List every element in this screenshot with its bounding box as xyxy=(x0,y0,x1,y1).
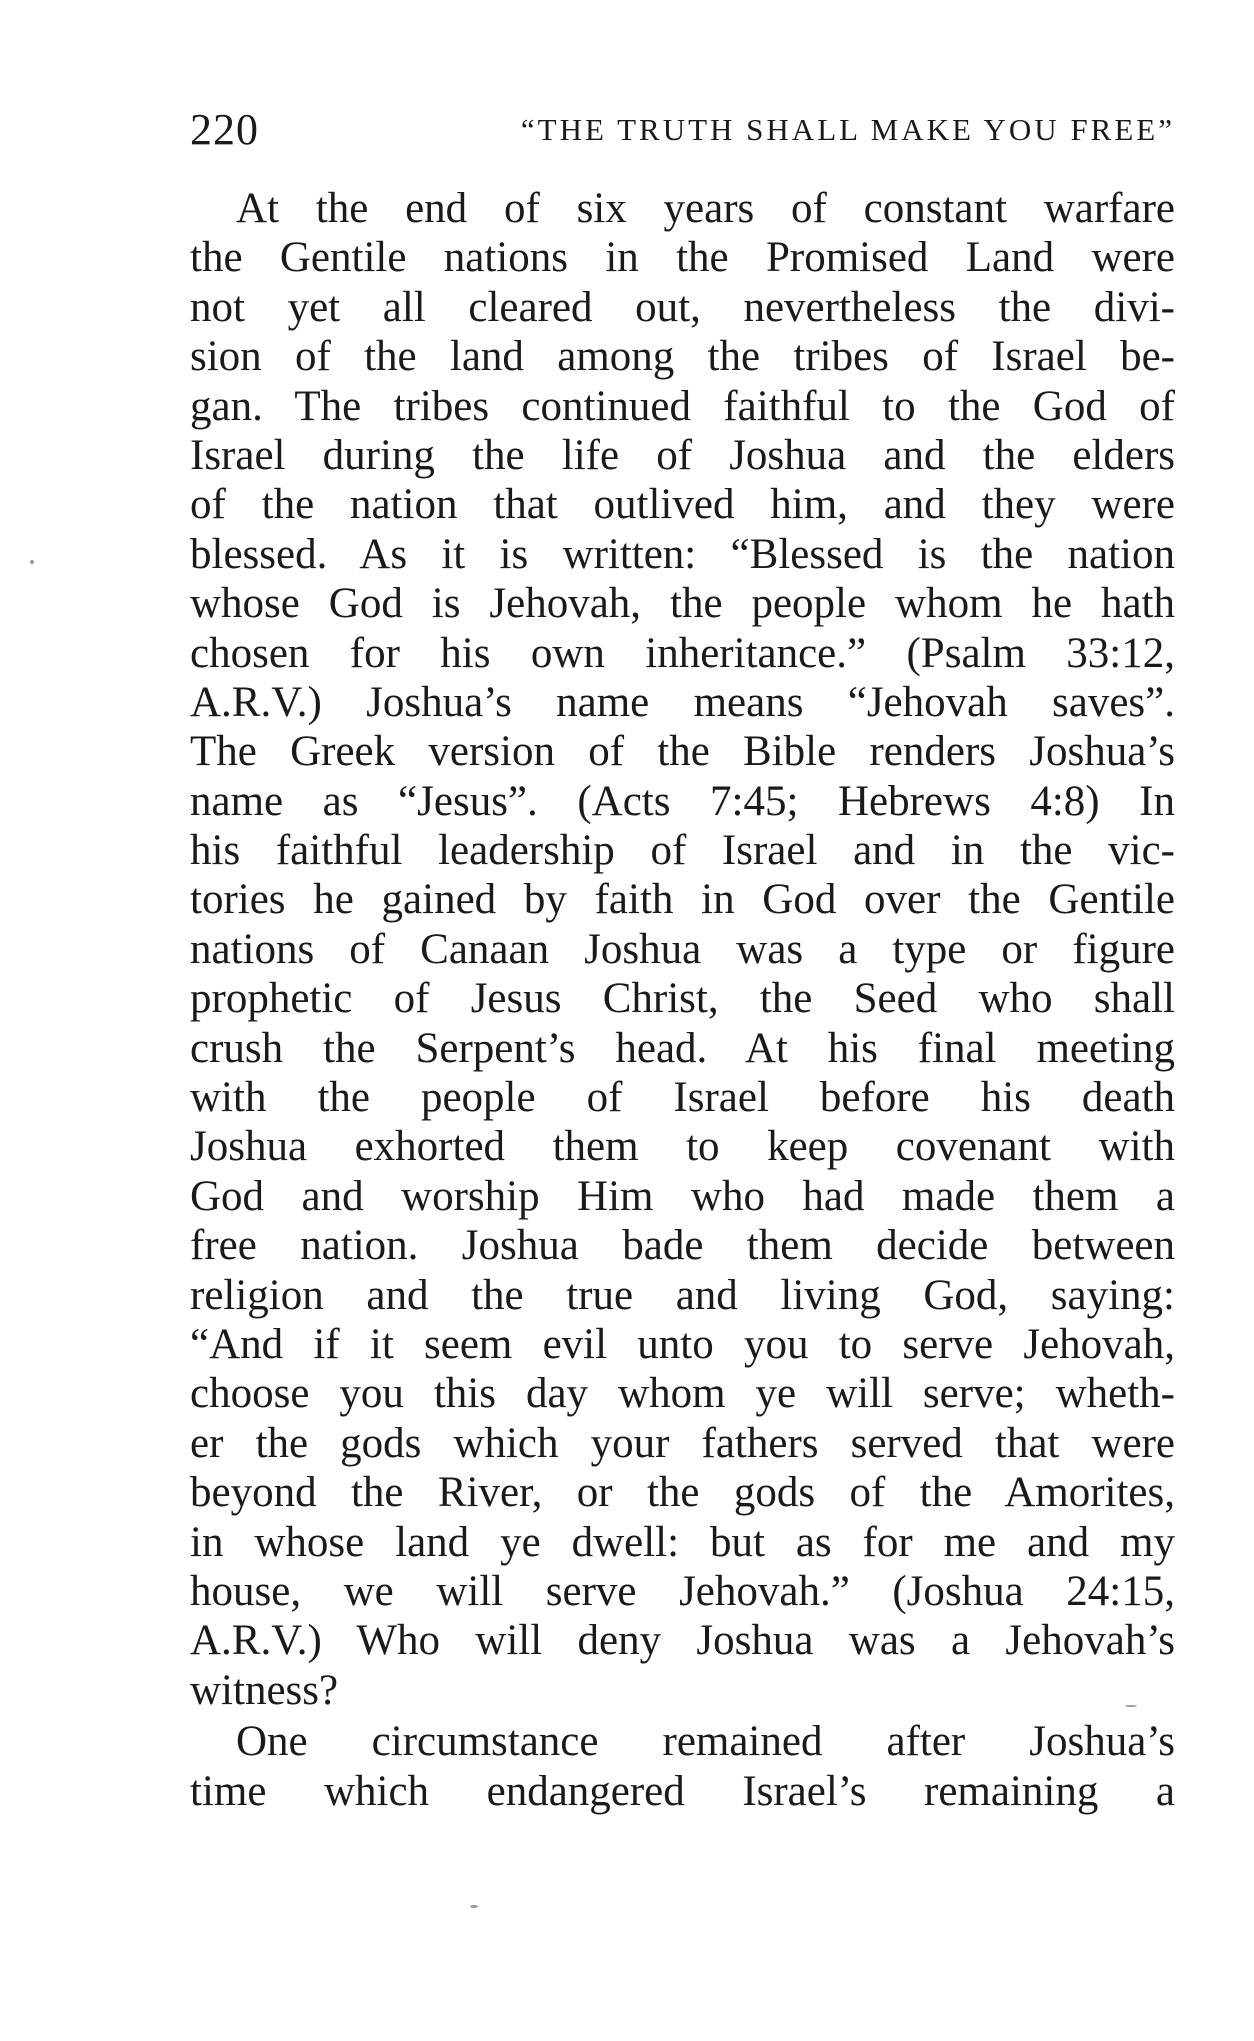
text-line: “And if it seem evil unto you to serve Jehovah, xyxy=(190,1320,1175,1368)
text-line: The Greek version of the Bible renders Joshua’s xyxy=(190,728,1175,776)
scan-speck xyxy=(470,1905,478,1908)
text-line: sion of the land among the tribes of Israel be- xyxy=(190,333,1175,381)
text-line: God and worship Him who had made them a xyxy=(190,1172,1175,1220)
text-line: A.R.V.) Who will deny Joshua was a Jehovah’s xyxy=(190,1617,1175,1665)
text-line: A.R.V.) Joshua’s name means “Jehovah saves”. xyxy=(190,678,1175,726)
running-head xyxy=(190,98,1175,158)
running-title: “THE TRUTH SHALL MAKE YOU FREE” xyxy=(520,112,1175,147)
text-line: Israel during the life of Joshua and the elders xyxy=(190,431,1175,479)
text-line: his faithful leadership of Israel and in the vic- xyxy=(190,827,1175,875)
text-line: free nation. Joshua bade them decide between xyxy=(190,1222,1175,1270)
text-line: of the nation that outlived him, and they were xyxy=(190,481,1175,529)
text-line: with the people of Israel before his death xyxy=(190,1074,1175,1122)
text-line: gan. The tribes continued faithful to the God of xyxy=(190,382,1175,430)
paragraph xyxy=(190,1717,1175,1816)
text-line: the Gentile nations in the Promised Land were xyxy=(190,234,1175,282)
text-line: tories he gained by faith in God over the Gentile xyxy=(190,876,1175,924)
text-line: in whose land ye dwell: but as for me and my xyxy=(190,1518,1175,1566)
text-line: witness? xyxy=(190,1666,339,1714)
text-line: chosen for his own inheritance.” (Psalm 33:12, xyxy=(190,629,1175,677)
text-line: choose you this day whom ye will serve; wheth- xyxy=(190,1370,1175,1418)
paragraph xyxy=(190,184,1175,1715)
text-line: Joshua exhorted them to keep covenant with xyxy=(190,1123,1175,1171)
text-line: time which endangered Israel’s remaining a xyxy=(190,1767,1175,1815)
text-line: name as “Jesus”. (Acts 7:45; Hebrews 4:8) In xyxy=(190,777,1175,825)
text-line: er the gods which your fathers served that were xyxy=(190,1419,1175,1467)
text-line: whose God is Jehovah, the people whom he hath xyxy=(190,580,1175,628)
body-text xyxy=(190,184,1175,1816)
scan-speck xyxy=(30,560,34,564)
scan-speck xyxy=(1125,1705,1137,1707)
text-line: blessed. As it is written: “Blessed is the nation xyxy=(190,530,1175,578)
text-line: not yet all cleared out, nevertheless the divi- xyxy=(190,283,1175,331)
text-line: crush the Serpent’s head. At his final meeting xyxy=(190,1024,1175,1072)
text-line: beyond the River, or the gods of the Amorites, xyxy=(190,1469,1175,1517)
text-line: nations of Canaan Joshua was a type or figure xyxy=(190,925,1175,973)
page-number: 220 xyxy=(190,105,259,154)
text-line: house, we will serve Jehovah.” (Joshua 24:15, xyxy=(190,1567,1175,1615)
text-line: religion and the true and living God, saying: xyxy=(190,1271,1175,1319)
text-line: prophetic of Jesus Christ, the Seed who shall xyxy=(190,975,1175,1023)
text-line: One circumstance remained after Joshua’s xyxy=(236,1718,1175,1766)
text-line: At the end of six years of constant warfare xyxy=(236,185,1175,232)
